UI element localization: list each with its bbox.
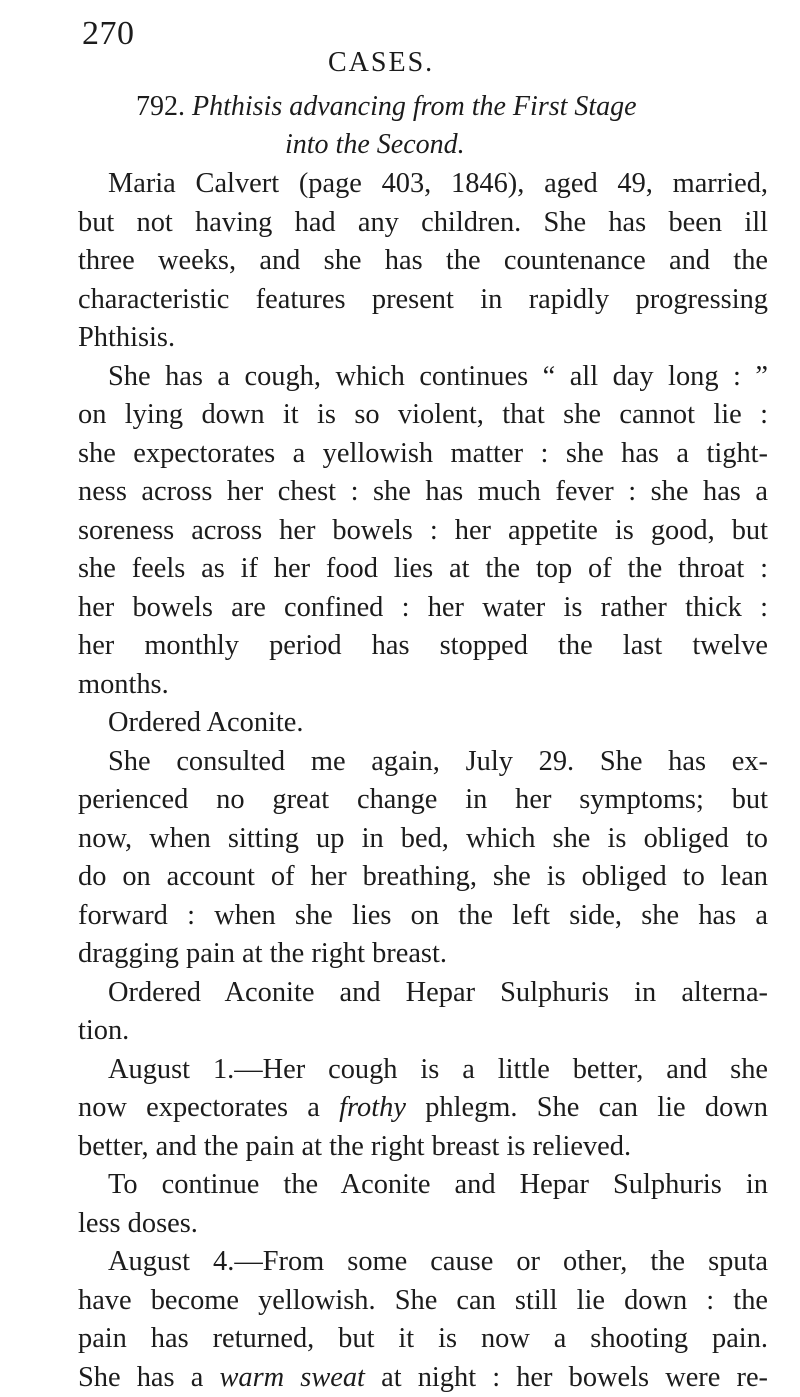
text-line: Phthisis.	[78, 319, 768, 358]
text-line: tion.	[78, 1012, 768, 1051]
italic-text-run: warm sweat	[219, 1362, 365, 1393]
page-number: 270	[82, 14, 135, 54]
text-line: Maria Calvert (page 403, 1846), aged 49, married,	[78, 165, 768, 204]
text-line: but not having had any children. She has been ill	[78, 204, 768, 243]
text-line: she feels as if her food lies at the top of the throat :	[78, 550, 768, 589]
text-line: have become yellowish. She can still lie down : the	[78, 1282, 768, 1321]
text-line	[78, 1359, 768, 1397]
text-line: her monthly period has stopped the last twelve	[78, 627, 768, 666]
text-line: pain has returned, but it is now a shooting pain.	[78, 1320, 768, 1359]
italic-text-run: frothy	[339, 1092, 406, 1123]
text-line: better, and the pain at the right breast is relieved.	[78, 1128, 768, 1167]
text-line: her bowels are confined : her water is rather thick :	[78, 589, 768, 628]
case-title-text: Phthisis advancing from the First Stage	[192, 91, 637, 122]
case-title-line-2: into the Second.	[285, 128, 465, 162]
text-line: on lying down it is so violent, that she cannot lie :	[78, 396, 768, 435]
text-line: To continue the Aconite and Hepar Sulphuris in	[78, 1166, 768, 1205]
text-line: forward : when she lies on the left side, she has a	[78, 897, 768, 936]
text-run: now expectorates a	[78, 1092, 339, 1123]
text-line: August 4.—From some cause or other, the sputa	[78, 1243, 768, 1282]
case-number: 792.	[136, 91, 185, 122]
text-line: August 1.—Her cough is a little better, and she	[78, 1051, 768, 1090]
text-line: ness across her chest : she has much fever : she has a	[78, 473, 768, 512]
text-run: phlegm. She can lie down	[406, 1092, 768, 1123]
text-line: Ordered Aconite.	[78, 704, 768, 743]
text-line: less doses.	[78, 1205, 768, 1244]
text-line: perienced no great change in her symptoms; but	[78, 781, 768, 820]
text-line: dragging pain at the right breast.	[78, 935, 768, 974]
text-line: characteristic features present in rapidly progressing	[78, 281, 768, 320]
text-line	[78, 1089, 768, 1128]
text-line: do on account of her breathing, she is obliged to lean	[78, 858, 768, 897]
text-line: months.	[78, 666, 768, 705]
text-line: three weeks, and she has the countenance and the	[78, 242, 768, 281]
running-head: CASES.	[328, 46, 434, 80]
case-body-text	[78, 165, 768, 1397]
text-line: She has a cough, which continues “ all day long : ”	[78, 358, 768, 397]
text-line: She consulted me again, July 29. She has ex-	[78, 743, 768, 782]
case-title-line-1	[136, 90, 637, 124]
text-line: Ordered Aconite and Hepar Sulphuris in alterna-	[78, 974, 768, 1013]
text-line: soreness across her bowels : her appetite is good, but	[78, 512, 768, 551]
text-line: now, when sitting up in bed, which she is obliged to	[78, 820, 768, 859]
text-line: she expectorates a yellowish matter : she has a tight-	[78, 435, 768, 474]
text-run: She has a	[78, 1362, 219, 1393]
text-run: at night : her bowels were re-	[365, 1362, 768, 1393]
